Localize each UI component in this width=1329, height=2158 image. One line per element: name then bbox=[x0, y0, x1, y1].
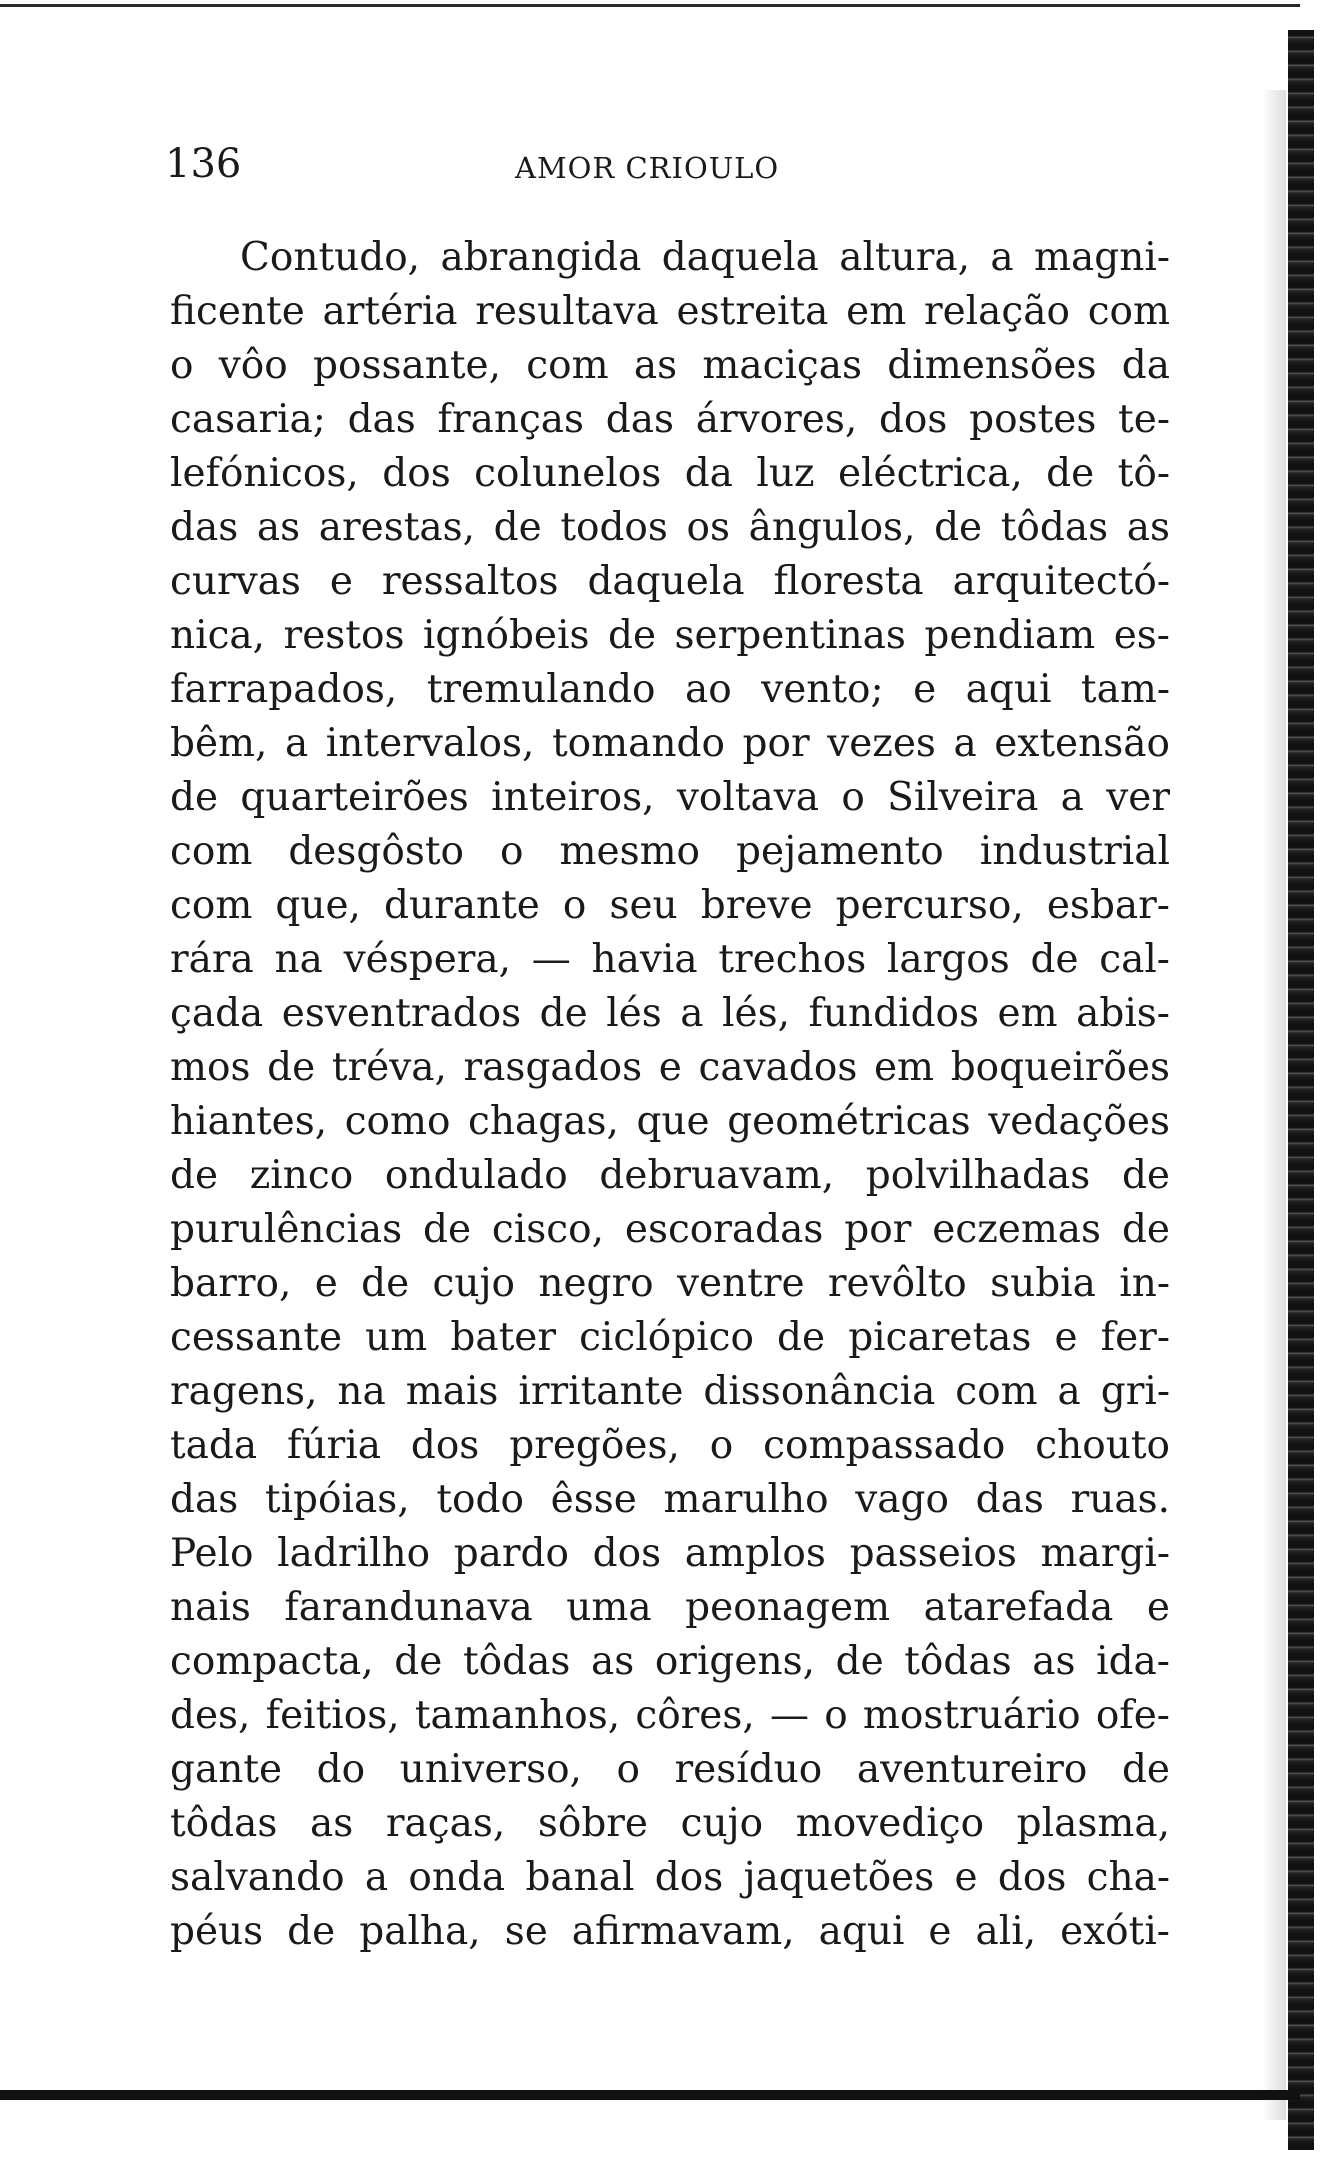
text-line: de zinco ondulado debruavam, polvilhadas de bbox=[170, 1153, 1170, 1198]
text-line: curvas e ressaltos daquela floresta arquitectó- bbox=[170, 559, 1170, 604]
text-line: çada esventrados de lés a lés, fundidos em abis- bbox=[170, 991, 1170, 1036]
text-line: com desgôsto o mesmo pejamento industrial bbox=[170, 829, 1170, 874]
bottom-page-edge bbox=[0, 2090, 1300, 2100]
binding-edge bbox=[1288, 30, 1314, 2150]
text-line: de quarteirões inteiros, voltava o Silveira a ver bbox=[170, 775, 1170, 820]
text-line: gante do universo, o resíduo aventureiro de bbox=[170, 1747, 1170, 1792]
text-line: mos de tréva, rasgados e cavados em boqueirões bbox=[170, 1045, 1170, 1090]
text-line: nica, restos ignóbeis de serpentinas pendiam es- bbox=[170, 613, 1170, 658]
text-line: ficente artéria resultava estreita em relação com bbox=[170, 289, 1170, 334]
page-header bbox=[165, 140, 1175, 188]
body-text bbox=[170, 231, 1170, 1959]
text-line: tada fúria dos pregões, o compassado chouto bbox=[170, 1423, 1170, 1468]
page-number: 136 bbox=[165, 141, 242, 187]
text-line: cessante um bater ciclópico de picaretas e fer- bbox=[170, 1315, 1170, 1360]
text-line: péus de palha, se afirmavam, aqui e ali, exóti- bbox=[170, 1909, 1170, 1954]
gutter-shadow bbox=[1262, 90, 1286, 2120]
text-line: casaria; das franças das árvores, dos postes te- bbox=[170, 397, 1170, 442]
text-line: tôdas as raças, sôbre cujo movediço plasma, bbox=[170, 1801, 1170, 1846]
text-line: hiantes, como chagas, que geométricas vedações bbox=[170, 1099, 1170, 1144]
top-page-edge bbox=[0, 4, 1300, 7]
text-line: compacta, de tôdas as origens, de tôdas as ida- bbox=[170, 1639, 1170, 1684]
text-line: Pelo ladrilho pardo dos amplos passeios margi- bbox=[170, 1531, 1170, 1576]
text-line: lefónicos, dos colunelos da luz eléctrica, de tô- bbox=[170, 451, 1170, 496]
running-title: AMOR CRIOULO bbox=[515, 151, 780, 185]
text-line: ragens, na mais irritante dissonância com a gri- bbox=[170, 1369, 1170, 1414]
text-line: das as arestas, de todos os ângulos, de tôdas as bbox=[170, 505, 1170, 550]
text-line: des, feitios, tamanhos, côres, — o mostruário ofe- bbox=[170, 1693, 1170, 1738]
text-line: bêm, a intervalos, tomando por vezes a extensão bbox=[170, 721, 1170, 766]
text-line: Contudo, abrangida daquela altura, a magni- bbox=[240, 235, 1170, 280]
text-line: purulências de cisco, escoradas por eczemas de bbox=[170, 1207, 1170, 1252]
text-line: rára na véspera, — havia trechos largos de cal- bbox=[170, 937, 1170, 982]
text-line: com que, durante o seu breve percurso, esbar- bbox=[170, 883, 1170, 928]
text-line: barro, e de cujo negro ventre revôlto subia in- bbox=[170, 1261, 1170, 1306]
text-line: farrapados, tremulando ao vento; e aqui tam- bbox=[170, 667, 1170, 712]
text-line: das tipóias, todo êsse marulho vago das ruas. bbox=[170, 1477, 1170, 1522]
text-line: salvando a onda banal dos jaquetões e dos cha- bbox=[170, 1855, 1170, 1900]
text-line: o vôo possante, com as maciças dimensões da bbox=[170, 343, 1170, 388]
text-line: nais farandunava uma peonagem atarefada e bbox=[170, 1585, 1170, 1630]
